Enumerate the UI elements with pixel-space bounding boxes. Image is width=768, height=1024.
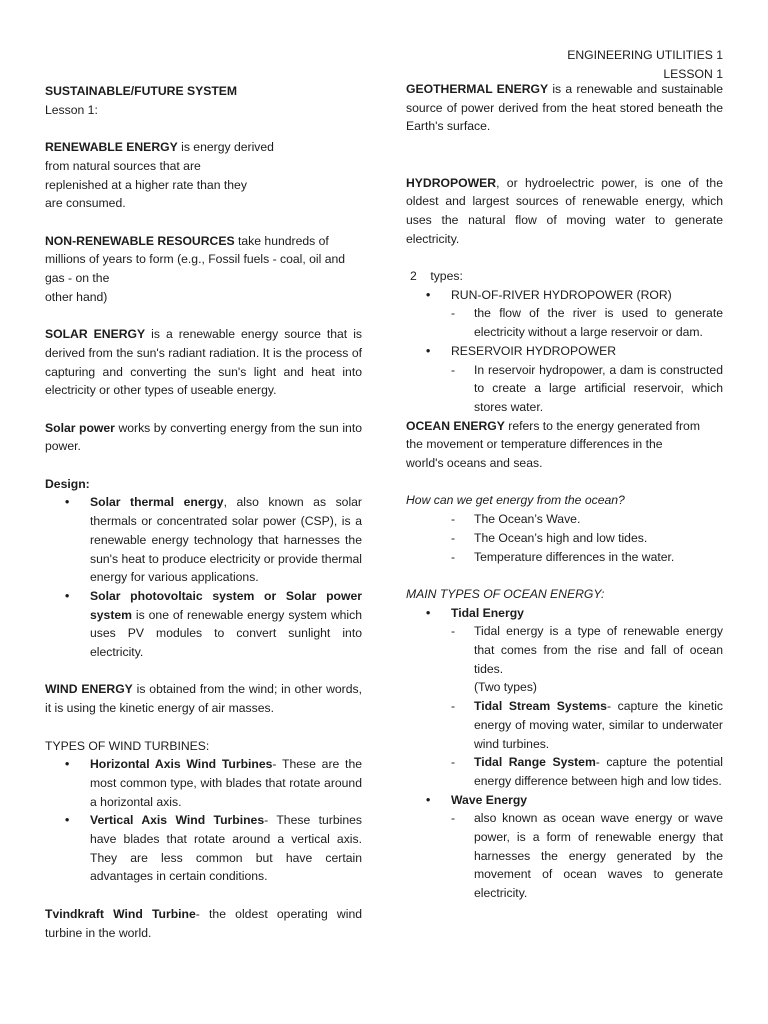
tidal-two-types: (Two types)	[474, 680, 537, 695]
list-item: - Tidal Range System- capture the potential energy difference between high and low tides.	[451, 755, 723, 788]
list-item: - In reservoir hydropower, a dam is constructed to create a large artificial reservoir, which stores water.	[451, 362, 723, 414]
list-item: • Solar thermal energy, also known as solar thermals or concentrated solar power (CSP), is a renewable energy technology that harnesses the sun's heat to produce electricity or provide thermal energy for various applications.	[65, 495, 362, 585]
bullet-icon: •	[65, 757, 70, 772]
list-item: - the flow of the river is used to generate electricity without a large reservoir or dam.	[451, 306, 723, 340]
tvindkraft-definition: Tvindkraft Wind Turbine- the oldest operating wind turbine in the world.	[45, 906, 362, 940]
dash-icon: -	[451, 699, 456, 714]
dash-icon: -	[451, 512, 456, 527]
solar-power-definition: Solar power works by converting energy from the sun into power.	[45, 420, 362, 454]
list-item: • Horizontal Axis Wind Turbines- These are the most common type, with blades that rotate around a horizontal axis.	[65, 757, 362, 809]
list-item: - Tidal energy is a type of renewable energy that comes from the rise and fall of ocean tides.	[451, 624, 723, 676]
geothermal-definition: GEOTHERMAL ENERGY is a renewable and sustainable source of power derived from the heat stored beneath the Earth's surface.	[406, 82, 723, 134]
bullet-icon: •	[65, 495, 70, 510]
lesson-subtitle: Lesson 1:	[45, 102, 98, 117]
wind-energy-definition: WIND ENERGY is obtained from the wind; in other words, it is using the kinetic energy of air masses.	[45, 682, 362, 716]
bullet-icon: •	[426, 287, 431, 302]
ocean-types-heading: MAIN TYPES OF OCEAN ENERGY:	[406, 586, 605, 601]
design-heading: Design:	[45, 476, 90, 491]
list-item: • RUN-OF-RIVER HYDROPOWER (ROR)	[406, 286, 723, 305]
list-item: - Temperature differences in the water.	[406, 548, 723, 567]
dash-icon: -	[451, 811, 456, 826]
page-header	[567, 46, 723, 84]
bullet-icon: •	[65, 813, 70, 828]
dash-icon: -	[451, 755, 456, 770]
left-column	[45, 82, 362, 942]
bullet-icon: •	[426, 605, 431, 620]
dash-icon: -	[451, 306, 456, 321]
nonrenewable-definition: NON-RENEWABLE RESOURCES take hundreds of millions of years to form (e.g., Fossil fuels - coal, oil and gas - on the other hand)	[45, 233, 346, 304]
list-item: - Tidal Stream Systems- capture the kinetic energy of moving water, similar to underwater wind turbines.	[451, 699, 724, 751]
section-title: SUSTAINABLE/FUTURE SYSTEM	[45, 84, 238, 98]
bullet-icon: •	[426, 792, 431, 807]
lesson-label: LESSON 1	[663, 67, 723, 81]
list-item: - also known as ocean wave energy or wave power, is a form of renewable energy that harnesses the energy generated by the movement of ocean waves to generate electricity.	[451, 811, 723, 901]
course-title: ENGINEERING UTILITIES 1	[567, 48, 723, 62]
list-item: • Vertical Axis Wind Turbines- These turbines have blades that rotate around a vertical axis. They are less common but have certain advantages in certain conditions.	[65, 813, 362, 884]
list-item: - The Ocean’s high and low tides.	[406, 529, 723, 548]
solar-energy-definition: SOLAR ENERGY is a renewable energy source that is derived from the sun's radiant radiation. It is the process of capturing and converting the sun's light and heat into electricity or other types of useable energy.	[45, 327, 362, 398]
wind-turbines-heading: TYPES OF WIND TURBINES:	[45, 738, 210, 753]
hydropower-definition: HYDROPOWER, or hydroelectric power, is one of the oldest and largest sources of renewable energy, which uses the natural flow of moving water to generate electricity.	[406, 175, 723, 246]
list-item: • Solar photovoltaic system or Solar power system is one of renewable energy system which uses PV modules to convert sunlight into electricity.	[65, 588, 362, 660]
bullet-icon: •	[65, 588, 70, 603]
ocean-question: How can we get energy from the ocean?	[406, 493, 625, 508]
renewable-definition: RENEWABLE ENERGY is energy derived from natural sources that are replenished at a higher rate than they are consumed.	[45, 140, 274, 211]
list-item: • Wave Energy	[406, 791, 723, 810]
hydro-types-label: 2 types:	[410, 269, 463, 283]
bullet-icon: •	[426, 343, 431, 358]
dash-icon: -	[451, 624, 456, 639]
ocean-energy-definition: OCEAN ENERGY refers to the energy generated from the movement or temperature differences in the world's oceans and seas.	[406, 418, 700, 471]
dash-icon: -	[451, 530, 456, 545]
list-item: - The Ocean’s Wave.	[406, 510, 723, 529]
dash-icon: -	[451, 549, 456, 564]
list-item: • RESERVOIR HYDROPOWER	[406, 342, 723, 361]
dash-icon: -	[451, 362, 456, 377]
right-column	[406, 80, 723, 903]
list-item: • Tidal Energy	[406, 604, 723, 623]
